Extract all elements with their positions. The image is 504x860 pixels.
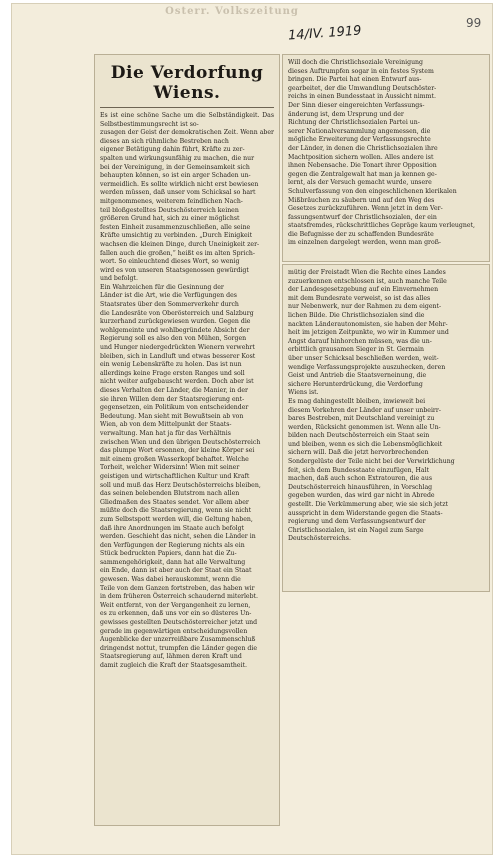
paragraph: Ein Wahrzeichen für die Gesinnung der Länder ist die Art, wie die Verfügungen des Staatsrates über den Sommerverkehr durch die Landesräte von Oberösterreich und Salzburg kurzerhand zurückgewiesen wurden. Gegen die wohlgemeinte und wohlbegründete Absicht der Regierung soll es also den von Mühen, Sorgen und Hunger niedergedrückten Wienern verwehrt bleiben, sich in Landluft und etwas besserer Kost ein wenig Lebenskräfte zu holen. Das ist nun allerdings keine Frage ersten Ranges und soll nicht weiter aufgebauscht werden. Doch aber ist dieses Verhalten der Länder, die Manier, in der sie ihren Willen dem der Staatsregierung ent- gegensetzen, ein Politikum von entscheidender Bedeutung. Man sieht mit Bewußtsein ab von Wien, ab von dem Mittelpunkt der Staats- verwaltung. Man hat ja für das Verhältnis zwischen Wien und den übrigen Deutschösterreich das plumpe Wort ersonnen, der kleine Körper sei mit einem großen Wasserkopf behaftet. Welche Torheit, welcher Widersinn! Wien mit seiner geistigen und wirtschaftlichen Kultur und Kraft soll und muß das Herz Deutschösterreichs bleiben, das seinen belebenden Blutstrom nach allen Gliedmaßen des Staates sendet. Vor allem aber müßte doch die Staatsregierung, wenn sie nicht zum Selbstspott werden will, die Geltung haben, daß ihre Anordnungen im Staate auch befolgt werden. Geschieht das nicht, sehen die Länder in den Verfügungen der Regierung nichts als ein Stück bedruckten Papiers, dann hat die Zu- sammengehörigkeit, dann hat alle Verwaltung ein Ende, dann ist aber auch der Staat ein Staat gewesen. Was dabei herauskommt, wenn die Teile von dem Ganzen fortstreben, das haben wir in dem früheren Österreich schaudernd miterlebt. Weit entfernt, von der Vergangenheit zu lernen, es zu erkennen, daß uns vor ein so düsteres Un- gewisses gestellten Deutschösterreicher jetzt und gerade im gegenwärtigen entscheidungsvollen Augenblicke der unzerreißbare Zusammenschluß dringendst nottut, trumpfen die Länder gegen die Staatsregierung auf, lähmen deren Kraft und damit zugleich die Kraft der Staatsgesamtheit. bbox=[100, 283, 261, 669]
paragraph: Es mag dahingestellt bleiben, inwieweit bei diesem Vorkehren der Länder auf unser unbeirr- bares Bestreben, mit Deutschland vereinigt zu werden, Rücksicht genommen ist. Wenn alle Un- bilden nach Deutschösterreich ein Staat sein und bleiben, wenn es sich die Lebensmöglichkeit sichern will. Daß die jetzt hervorbrechenden Sondergelüste der Teile nicht bei der Verwirklichung feit, sich dem Bundesstaate einzufügen, Halt machen, daß auch schon Extratouren, die aus Deutschösterreich hinausführen, in Vorschlag gegeben wurden, das wird gar nicht in Abrede gestellt. Die Verkümmerung aber, wie sie sich jetzt ausspricht in dem Widerstande gegen die Staats- regierung und dem Verfassungsentwurf der Christlichsozialen, ist ein Nagel zum Sarge Deutschösterreichs. bbox=[288, 397, 455, 543]
headline-rule bbox=[100, 107, 274, 108]
newspaper-masthead: Österr. Volkszeitung bbox=[165, 6, 299, 17]
clipping-left-column bbox=[94, 54, 280, 826]
paragraph: Will doch die Christlichsoziale Vereinigung dieses Auftrumpfen sogar in ein festes System bringen. Die Partei hat einen Entwurf aus- gearbeitet, der die Umwandlung Deutschöster- reichs in einen Bundesstaat in Aussicht nimmt. Der Sinn dieser eingereichten Verfassungs- änderung ist, dem Ursprung und der Richtung der Christlichsozialen Partei un- serer Nationalversammlung angemessen, die mögliche Erweiterung der Verfassungsrechte der Länder, in denen die Christlichsozialen ihre Machtposition sichern wollen. Alles andere ist ihnen Nebensache. Die Tonart ihrer Opposition gegen die Zentralgewalt hat man ja kennen ge- lernt, als der Versuch gemacht wurde, unsere Schulverfassung von den eingeschlichenen klerikalen Mißbräuchen zu säubern und auf den Weg des Gesetzes zurückzuführen. Wenn jetzt in dem Ver- fassungsentwurf der Christlichsozialen, der ein staatsfremdes, rückschrittliches Gepräge kaum verleugnet, die Befugnisse der zu schaffenden Bundesräte im einzelnen dargelegt werden, wenn man groß- bbox=[288, 59, 475, 247]
archive-page bbox=[12, 4, 492, 854]
clipping-right-bottom bbox=[282, 264, 490, 592]
clipping-right-top bbox=[282, 54, 490, 262]
handwritten-date: 14/IV. 1919 bbox=[287, 23, 362, 44]
paragraph: Es ist eine schöne Sache um die Selbständigkeit. Das Selbstbestimmungsrecht ist so- zusagen der Geist der demokratischen Zeit. Wenn aber dieses an sich rühmliche Bestreben nach eigener Betätigung dahin führt, Kräfte zu zer- spalten und wirkungsunfähig zu machen, die nur bei der Vereinigung, in der Gemeinsamkeit sich behaupten können, so ist ein arger Schaden un- vermeidlich. Es sollte wirklich nicht erst bewiesen werden müssen, daß unser vom Schicksal so hart mitgenommenes, weiterem feindlichen Nach- teil bloßgestelltes Deutschösterreich keinen größeren Grund hat, sich zu einer möglichst festen Einheit zusammenzuschließen, alle seine Kräfte umsichtig zu verbinden. „Durch Einigkeit wachsen die kleinen Dinge, durch Uneinigkeit zer- fallen auch die großen,“ heißt es im alten Sprich- wort. So einleuchtend dieses Wort, so wenig wird es von unseren Staatsgenossen gewürdigt und befolgt. bbox=[100, 112, 274, 283]
handwritten-page-number: 99 bbox=[466, 16, 482, 30]
article-headline: Die Verdorfung Wiens. bbox=[110, 63, 264, 103]
paragraph: mütig der Freistadt Wien die Rechte eines Landes zuzuerkennen entschlossen ist, auch manche Teile der Landesgesetzgebung auf ein Einvernehmen mit dem Bundesrate verweist, so ist das alles nur Nebenwerk, nur der Rahmen zu dem eigent- lichen Bilde. Die Christlichsozialen sind die nackten Länderautonomisten, sie haben der Mehr- heit im jetzigen Zeitpunkte, wo wir in Kummer und Angst darauf hinhorchen müssen, was die un- erbittlich grausamen Sieger in St. Germain über unser Schicksal beschließen werden, weit- wendige Verfassungsprojekte auszuhecken, deren Geist und Antrieb die Staatsverneinung, die sichere Herunterdrückung, die Verdorfung Wiens ist. bbox=[288, 269, 449, 397]
